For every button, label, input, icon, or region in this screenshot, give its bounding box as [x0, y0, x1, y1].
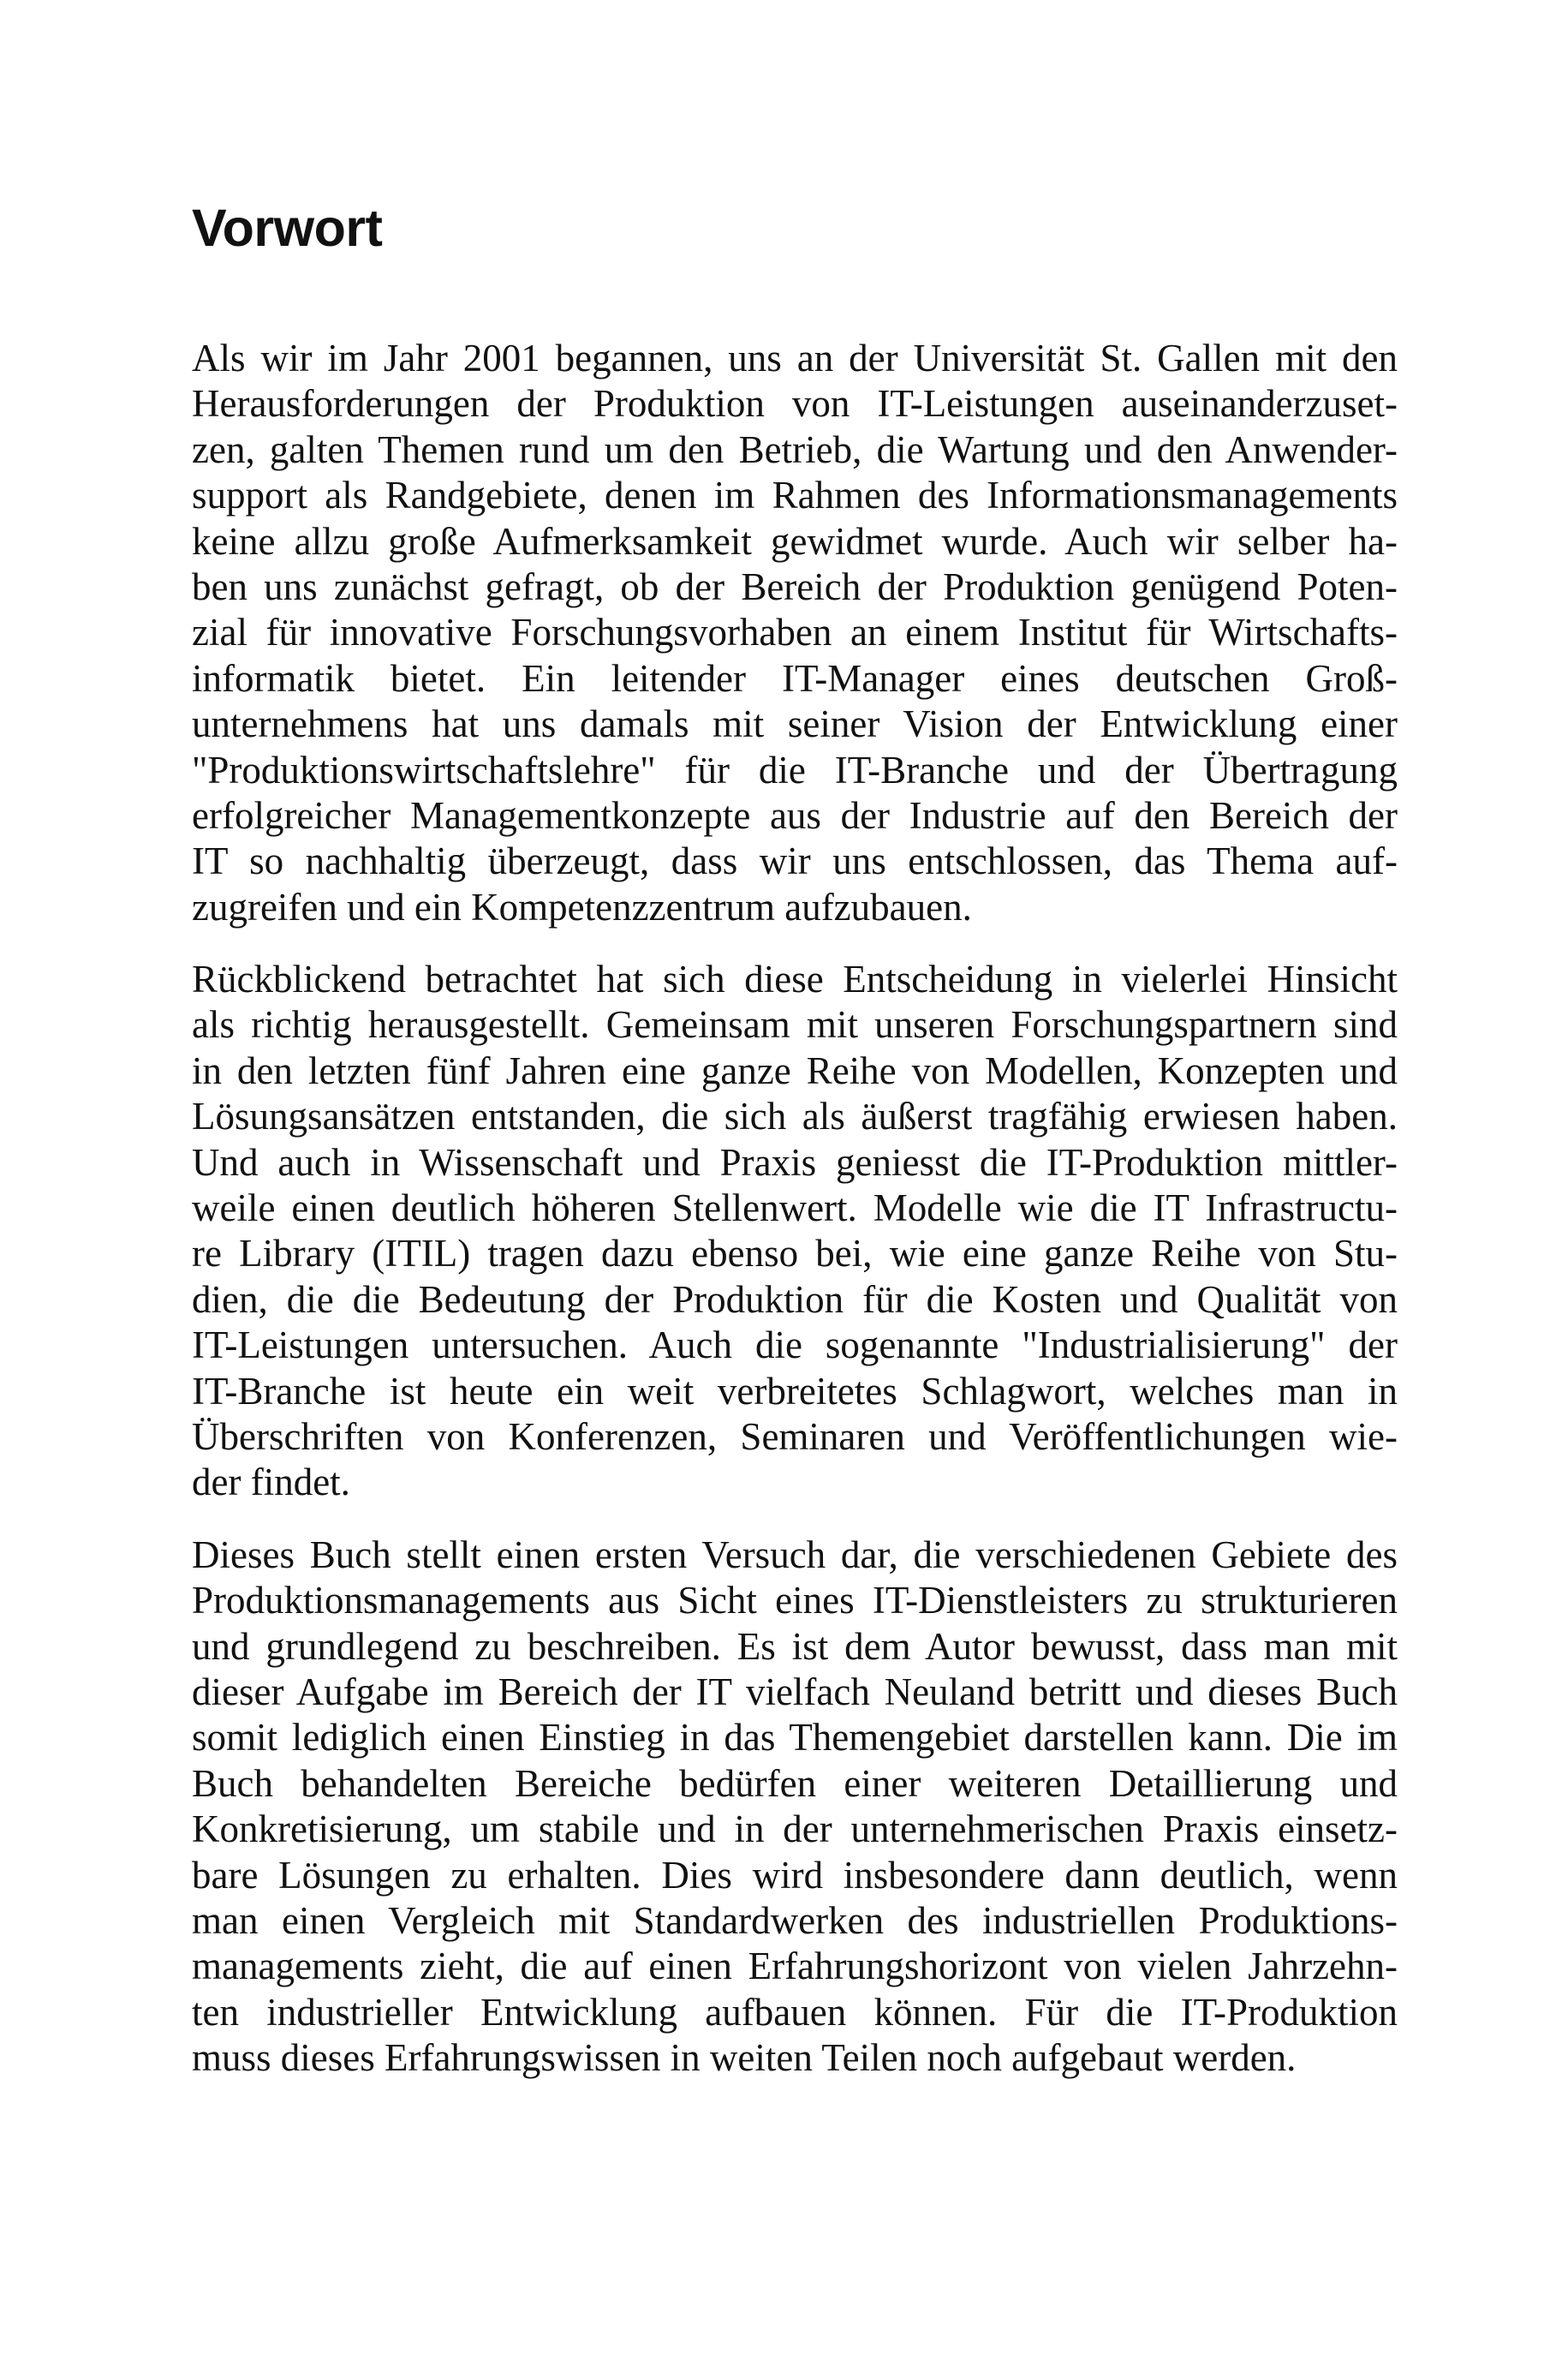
text-line: Herausforderungen der Produktion von IT-Leistungen auseinanderzuset-	[192, 382, 1398, 426]
text-line: IT so nachhaltig überzeugt, dass wir uns entschlossen, das Thema auf-	[192, 839, 1398, 883]
text-line: Rückblickend betrachtet hat sich diese Entscheidung in vielerlei Hinsicht	[192, 958, 1398, 1001]
text-line: IT-Branche ist heute ein weit verbreitetes Schlagwort, welches man in	[192, 1369, 1398, 1413]
text-line: Lösungsansätzen entstanden, die sich als äußerst tragfähig erwiesen haben.	[192, 1095, 1398, 1138]
text-line: support als Randgebiete, denen im Rahmen des Informationsmanagements	[192, 474, 1398, 517]
text-line: als richtig herausgestellt. Gemeinsam mit unseren Forschungspartnern sind	[192, 1003, 1398, 1047]
text-line: informatik bietet. Ein leitender IT-Manager eines deutschen Groß-	[192, 656, 1398, 700]
text-line: "Produktionswirtschaftslehre" für die IT-Branche und der Übertragung	[192, 748, 1398, 792]
text-line: keine allzu große Aufmerksamkeit gewidmet wurde. Auch wir selber ha-	[192, 519, 1398, 563]
text-line: IT-Leistungen untersuchen. Auch die sogenannte "Industrialisierung" der	[192, 1323, 1398, 1367]
text-line: zial für innovative Forschungsvorhaben an einem Institut für Wirtschafts-	[192, 611, 1398, 654]
text-line: ten industrieller Entwicklung aufbauen können. Für die IT-Produktion	[192, 1990, 1398, 2034]
text-line: re Library (ITIL) tragen dazu ebenso bei, wie eine ganze Reihe von Stu-	[192, 1232, 1398, 1276]
text-line: zen, galten Themen rund um den Betrieb, die Wartung und den Anwender-	[192, 427, 1398, 471]
text-line: und grundlegend zu beschreiben. Es ist dem Autor bewusst, dass man mit	[192, 1624, 1398, 1668]
text-line: Produktionsmanagements aus Sicht eines IT-Dienstleisters zu strukturieren	[192, 1579, 1398, 1622]
text-line: somit lediglich einen Einstieg in das Themengebiet darstellen kann. Die im	[192, 1716, 1398, 1760]
text-line: ben uns zunächst gefragt, ob der Bereich der Produktion genügend Poten-	[192, 565, 1398, 608]
text-line: Dieses Buch stellt einen ersten Versuch dar, die verschiedenen Gebiete des	[192, 1533, 1398, 1576]
text-line: zugreifen und ein Kompetenzzentrum aufzubauen.	[192, 885, 972, 929]
text-line: Buch behandelten Bereiche bedürfen einer weiteren Detaillierung und	[192, 1761, 1398, 1805]
text-line: der findet.	[192, 1461, 350, 1504]
paragraph-3	[192, 1533, 1398, 2082]
text-line: Überschriften von Konferenzen, Seminaren und Veröffentlichungen wie-	[192, 1414, 1398, 1458]
text-line: Als wir im Jahr 2001 begannen, uns an der Universität St. Gallen mit den	[192, 337, 1398, 379]
page-title: Vorwort	[192, 199, 383, 257]
text-line: dien, die die Bedeutung der Produktion für die Kosten und Qualität von	[192, 1277, 1398, 1321]
text-line: man einen Vergleich mit Standardwerken des industriellen Produktions-	[192, 1898, 1398, 1942]
body-text	[192, 336, 1398, 2107]
text-line: managements zieht, die auf einen Erfahrungshorizont von vielen Jahrzehn-	[192, 1945, 1398, 1988]
text-line: in den letzten fünf Jahren eine ganze Reihe von Modellen, Konzepten und	[192, 1049, 1398, 1092]
text-line: weile einen deutlich höheren Stellenwert. Modelle wie die IT Infrastructu-	[192, 1186, 1398, 1230]
text-line: Konkretisierung, um stabile und in der unternehmerischen Praxis einsetz-	[192, 1807, 1398, 1851]
text-line: Und auch in Wissenschaft und Praxis geniesst die IT-Produktion mittler-	[192, 1140, 1398, 1184]
text-line: dieser Aufgabe im Bereich der IT vielfach Neuland betritt und dieses Buch	[192, 1670, 1398, 1713]
text-line: bare Lösungen zu erhalten. Dies wird insbesondere dann deutlich, wenn	[192, 1853, 1398, 1897]
text-line: muss dieses Erfahrungswissen in weiten Teilen noch aufgebaut werden.	[192, 2036, 1297, 2080]
text-line: unternehmens hat uns damals mit seiner Vision der Entwicklung einer	[192, 702, 1398, 746]
paragraph-2	[192, 957, 1398, 1506]
text-line: erfolgreicher Managementkonzepte aus der Industrie auf den Bereich der	[192, 793, 1398, 837]
paragraph-1	[192, 336, 1398, 930]
